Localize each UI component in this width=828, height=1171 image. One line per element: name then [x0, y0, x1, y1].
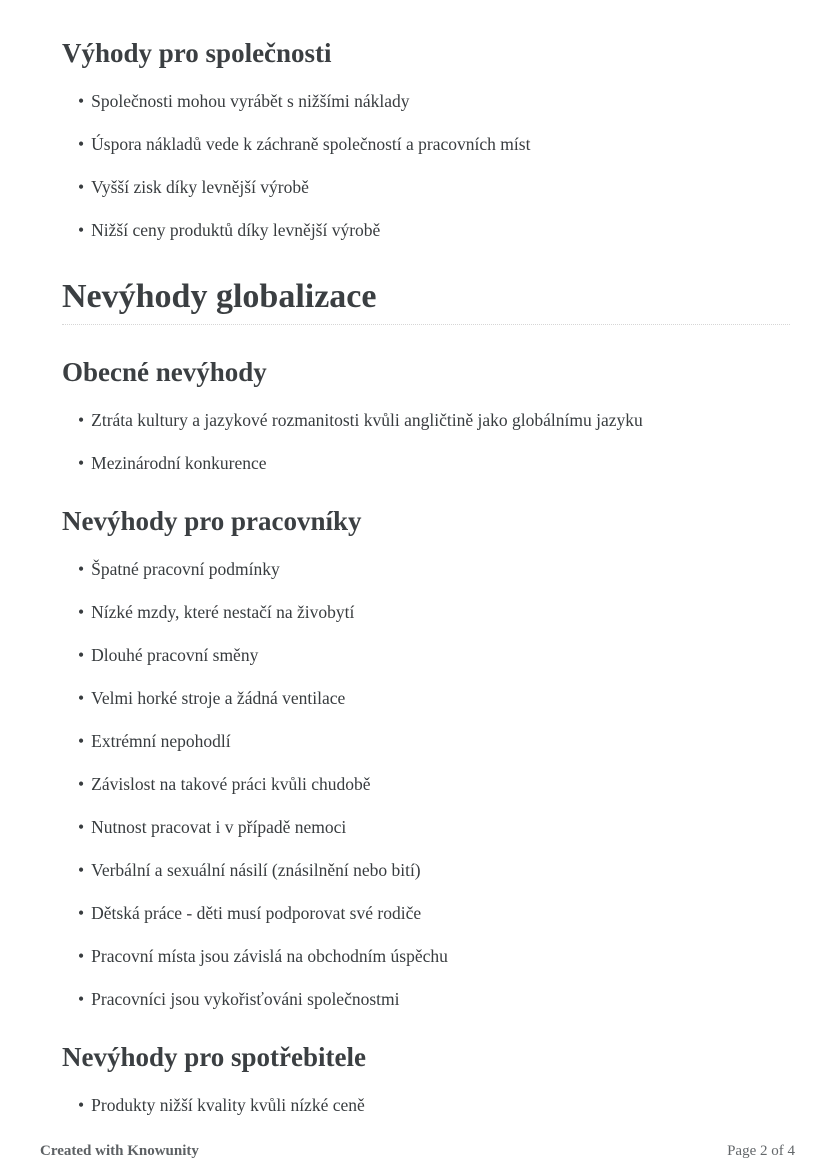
- bullet-marker: •: [78, 774, 85, 794]
- bullet-marker: •: [78, 989, 85, 1009]
- bullet-item: [78, 558, 790, 580]
- bullet-item: [78, 452, 790, 474]
- bullet-list: [62, 558, 790, 1010]
- bullet-marker: •: [78, 559, 85, 579]
- bullet-marker: •: [78, 220, 85, 240]
- document-section: [62, 277, 790, 325]
- bullet-item: [78, 90, 790, 112]
- bullet-text: Nutnost pracovat i v případě nemoci: [91, 817, 347, 837]
- bullet-item: [78, 988, 790, 1010]
- bullet-item: [78, 644, 790, 666]
- section-title: Obecné nevýhody: [62, 357, 267, 387]
- bullet-text: Úspora nákladů vede k záchraně společností a pracovních míst: [91, 134, 531, 154]
- bullet-marker: •: [78, 1095, 85, 1115]
- document-section: [62, 38, 790, 241]
- bullet-item: [78, 945, 790, 967]
- bullet-text: Vyšší zisk díky levnější výrobě: [91, 177, 309, 197]
- bullet-marker: •: [78, 946, 85, 966]
- document-section: [62, 357, 790, 474]
- footer-brand: Created with Knowunity: [40, 1143, 199, 1159]
- bullet-item: [78, 219, 790, 241]
- bullet-text: Nižší ceny produktů díky levnější výrobě: [91, 220, 381, 240]
- bullet-marker: •: [78, 903, 85, 923]
- bullet-marker: •: [78, 134, 85, 154]
- bullet-item: [78, 730, 790, 752]
- section-title: Výhody pro společnosti: [62, 38, 332, 68]
- bullet-text: Pracovní místa jsou závislá na obchodním úspěchu: [91, 946, 448, 966]
- bullet-marker: •: [78, 91, 85, 111]
- bullet-text: Produkty nižší kvality kvůli nízké ceně: [91, 1095, 365, 1115]
- bullet-text: Pracovníci jsou vykořisťováni společnostmi: [91, 989, 400, 1009]
- page-footer: [0, 1143, 828, 1160]
- section-title: Nevýhody pro pracovníky: [62, 506, 362, 536]
- bullet-item: [78, 601, 790, 623]
- footer-page-indicator: Page 2 of 4: [727, 1143, 795, 1159]
- bullet-text: Velmi horké stroje a žádná ventilace: [91, 688, 346, 708]
- bullet-item: [78, 687, 790, 709]
- bullet-list: [62, 1094, 790, 1116]
- bullet-marker: •: [78, 410, 85, 430]
- bullet-text: Závislost na takové práci kvůli chudobě: [91, 774, 371, 794]
- bullet-text: Dlouhé pracovní směny: [91, 645, 259, 665]
- bullet-marker: •: [78, 731, 85, 751]
- bullet-item: [78, 816, 790, 838]
- bullet-text: Špatné pracovní podmínky: [91, 559, 280, 579]
- bullet-text: Společnosti mohou vyrábět s nižšími náklady: [91, 91, 410, 111]
- section-title: Nevýhody pro spotřebitele: [62, 1042, 366, 1072]
- bullet-text: Ztráta kultury a jazykové rozmanitosti kvůli angličtině jako globálnímu jazyku: [91, 410, 643, 430]
- bullet-text: Verbální a sexuální násilí (znásilnění nebo bití): [91, 860, 421, 880]
- bullet-marker: •: [78, 688, 85, 708]
- bullet-text: Dětská práce - děti musí podporovat své rodiče: [91, 903, 422, 923]
- section-title-main: Nevýhody globalizace: [62, 277, 790, 325]
- bullet-item: [78, 859, 790, 881]
- bullet-marker: •: [78, 602, 85, 622]
- bullet-text: Mezinárodní konkurence: [91, 453, 267, 473]
- bullet-item: [78, 902, 790, 924]
- bullet-item: [78, 176, 790, 198]
- document-section: [62, 506, 790, 1010]
- bullet-marker: •: [78, 860, 85, 880]
- bullet-list: [62, 409, 790, 474]
- bullet-marker: •: [78, 817, 85, 837]
- bullet-marker: •: [78, 453, 85, 473]
- bullet-item: [78, 773, 790, 795]
- bullet-marker: •: [78, 645, 85, 665]
- bullet-item: [78, 1094, 790, 1116]
- bullet-item: [78, 409, 790, 431]
- bullet-text: Extrémní nepohodlí: [91, 731, 231, 751]
- bullet-text: Nízké mzdy, které nestačí na živobytí: [91, 602, 355, 622]
- bullet-marker: •: [78, 177, 85, 197]
- bullet-list: [62, 90, 790, 241]
- bullet-item: [78, 133, 790, 155]
- document-section: [62, 1042, 790, 1116]
